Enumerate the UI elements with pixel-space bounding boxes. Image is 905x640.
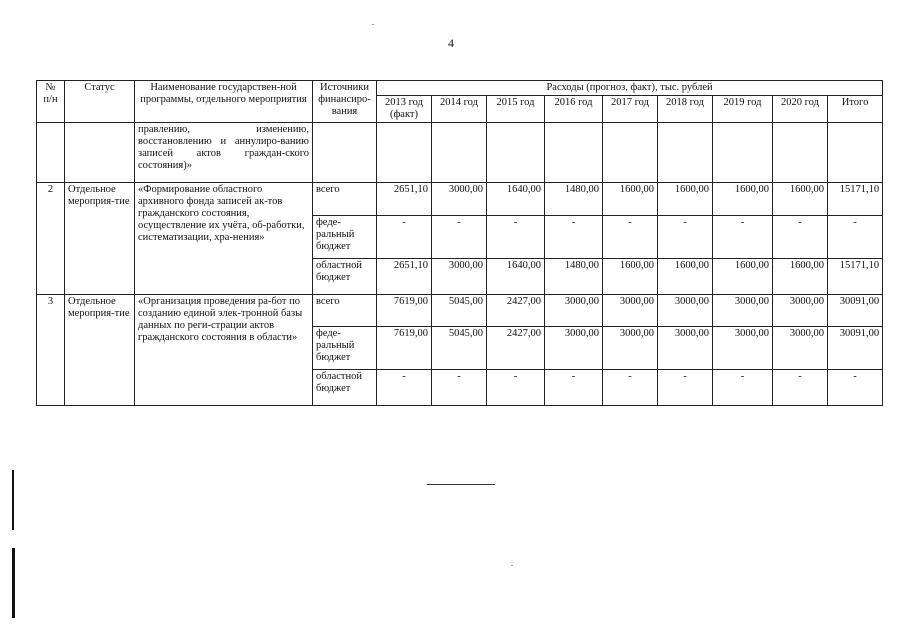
source-label: областной бюджет — [313, 259, 377, 295]
value-cell: 3000,00 — [432, 259, 487, 295]
value-cell: 5045,00 — [432, 295, 487, 327]
continuation-row — [37, 123, 883, 183]
row-status: Отдельное мероприя-тие — [65, 183, 135, 295]
scan-margin-bar — [12, 548, 15, 618]
value-cell: 3000,00 — [773, 295, 828, 327]
value-cell: - — [713, 216, 773, 259]
value-cell: 2427,00 — [487, 295, 545, 327]
header-year: 2019 год — [713, 96, 773, 123]
value-cell: 3000,00 — [658, 295, 713, 327]
value-cell: 3000,00 — [545, 327, 603, 370]
value-cell: - — [487, 370, 545, 406]
scan-speck — [372, 24, 374, 25]
value-cell: - — [658, 370, 713, 406]
value-cell: 1480,00 — [545, 259, 603, 295]
header-total: Итого — [828, 96, 883, 123]
value-cell: - — [432, 216, 487, 259]
source-label: феде-ральный бюджет — [313, 327, 377, 370]
value-cell: 1600,00 — [603, 259, 658, 295]
end-rule — [427, 484, 495, 485]
total-cell: 30091,00 — [828, 295, 883, 327]
value-cell: 7619,00 — [377, 295, 432, 327]
scan-margin-bar — [12, 470, 14, 530]
header-year: 2017 год — [603, 96, 658, 123]
value-cell: - — [377, 370, 432, 406]
value-cell: 3000,00 — [713, 327, 773, 370]
header-year: 2015 год — [487, 96, 545, 123]
header-year: 2013 год (факт) — [377, 96, 432, 123]
header-num: № п/н — [37, 81, 65, 123]
value-cell: 1600,00 — [713, 183, 773, 216]
value-cell: 1600,00 — [773, 183, 828, 216]
value-cell: 3000,00 — [713, 295, 773, 327]
header-source: Источники финансиро-вания — [313, 81, 377, 123]
continuation-text: правлению, изменению, восстановлению и аннулиро-ванию записей актов граждан-ского состояния)» — [135, 123, 313, 183]
source-label: областной бюджет — [313, 370, 377, 406]
value-cell: 1480,00 — [545, 183, 603, 216]
value-cell: 1600,00 — [773, 259, 828, 295]
value-cell: 2651,10 — [377, 183, 432, 216]
value-cell: - — [545, 370, 603, 406]
header-row-1 — [37, 81, 883, 96]
page-number: 4 — [448, 36, 454, 50]
value-cell: - — [377, 216, 432, 259]
value-cell: 3000,00 — [603, 295, 658, 327]
total-cell: 15171,10 — [828, 259, 883, 295]
value-cell: 1640,00 — [487, 183, 545, 216]
value-cell: - — [773, 370, 828, 406]
budget-table — [36, 80, 883, 406]
value-cell: - — [658, 216, 713, 259]
row-status: Отдельное мероприя-тие — [65, 295, 135, 406]
row-number: 2 — [37, 183, 65, 295]
value-cell: 1600,00 — [603, 183, 658, 216]
value-cell: 3000,00 — [545, 295, 603, 327]
value-cell: 5045,00 — [432, 327, 487, 370]
header-status: Статус — [65, 81, 135, 123]
value-cell: - — [487, 216, 545, 259]
header-year: 2020 год — [773, 96, 828, 123]
value-cell: 3000,00 — [432, 183, 487, 216]
value-cell: 3000,00 — [773, 327, 828, 370]
header-name: Наименование государствен-ной программы, отдельного мероприятия — [135, 81, 313, 123]
value-cell: - — [773, 216, 828, 259]
source-label: всего — [313, 183, 377, 216]
value-cell: 1600,00 — [658, 259, 713, 295]
total-cell: 30091,00 — [828, 327, 883, 370]
value-cell: - — [603, 216, 658, 259]
value-cell: 1600,00 — [658, 183, 713, 216]
value-cell: 1600,00 — [713, 259, 773, 295]
value-cell: 3000,00 — [658, 327, 713, 370]
header-expenses: Расходы (прогноз, факт), тыс. рублей — [377, 81, 883, 96]
value-cell: 7619,00 — [377, 327, 432, 370]
table-row — [37, 183, 883, 216]
value-cell: 2427,00 — [487, 327, 545, 370]
header-year: 2014 год — [432, 96, 487, 123]
scan-speck — [511, 565, 513, 566]
total-cell: - — [828, 216, 883, 259]
row-name: «Формирование областного архивного фонда записей ак-тов гражданского состояния, осуществление их учёта, об-работки, систематизации, хра-нения» — [135, 183, 313, 295]
value-cell: 2651,10 — [377, 259, 432, 295]
row-number: 3 — [37, 295, 65, 406]
header-year: 2016 год — [545, 96, 603, 123]
value-cell: - — [603, 370, 658, 406]
header-year: 2018 год — [658, 96, 713, 123]
value-cell: - — [713, 370, 773, 406]
table-row — [37, 295, 883, 327]
source-label: всего — [313, 295, 377, 327]
source-label: феде-ральный бюджет — [313, 216, 377, 259]
value-cell: - — [545, 216, 603, 259]
value-cell: - — [432, 370, 487, 406]
value-cell: 3000,00 — [603, 327, 658, 370]
value-cell: 1640,00 — [487, 259, 545, 295]
total-cell: - — [828, 370, 883, 406]
row-name: «Организация проведения ра-бот по созданию единой элек-тронной базы данных по реги-страции актов гражданского состояния в области» — [135, 295, 313, 406]
total-cell: 15171,10 — [828, 183, 883, 216]
